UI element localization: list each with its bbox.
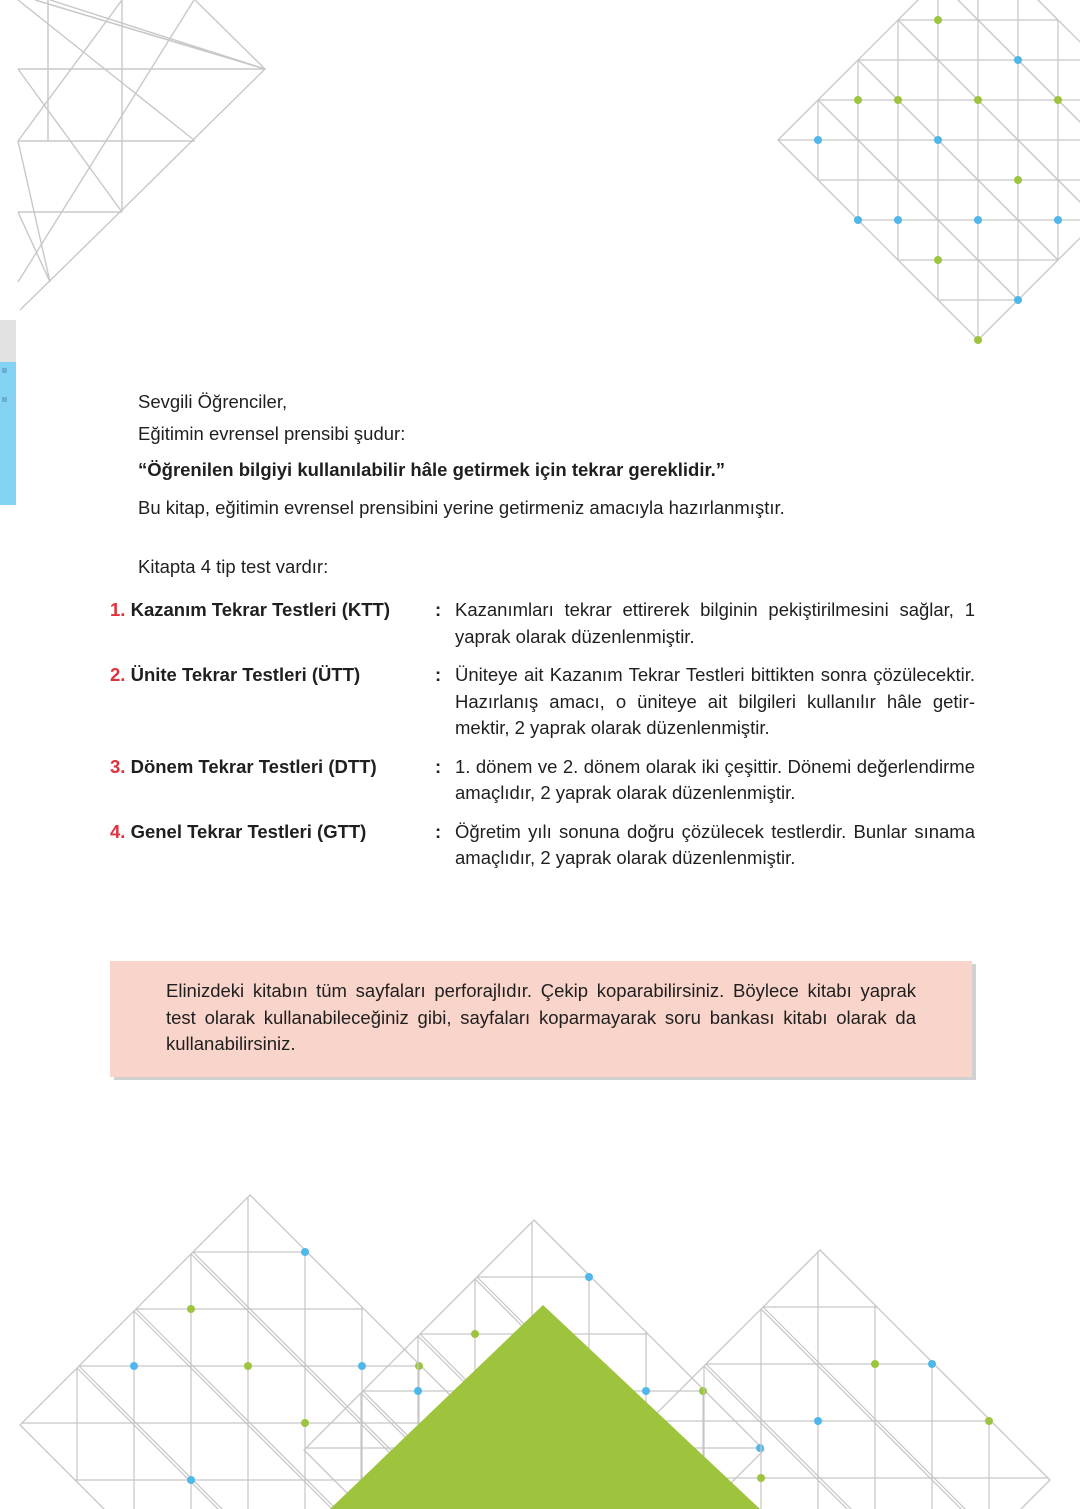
test-type-label: Kazanım Tekrar Testleri (KTT): [130, 599, 390, 620]
top-right-dot: [934, 136, 942, 144]
bottom-right-dot: [928, 1360, 936, 1368]
top-right-dot-grid-pattern: [760, 0, 1080, 345]
bottom-left-dot: [301, 1419, 309, 1427]
principle-intro: Eğitimin evrensel prensibi şudur:: [138, 423, 406, 444]
top-right-dot: [854, 216, 862, 224]
test-type-number: 4.: [110, 820, 126, 842]
test-type-description: Üniteye ait Kazanım Tekrar Testleri bittikten sonra çözülecektir. Hazırlanış amacı, o üniteye ait bilgileri kullanılır hâle getirmektir, 2 yaprak olarak düzenlenmiştir.: [455, 664, 975, 738]
bottom-center-dot: [699, 1387, 707, 1395]
bottom-dot-grid-pattern: [0, 1180, 1080, 1509]
test-type-name: [110, 819, 366, 845]
bottom-right-dot: [871, 1360, 879, 1368]
top-right-dot: [974, 96, 982, 104]
side-tab-marker: [2, 368, 7, 373]
test-type-name: [110, 597, 390, 623]
top-right-dot: [934, 256, 942, 264]
bottom-right-dot: [757, 1474, 765, 1482]
top-right-dot: [1014, 296, 1022, 304]
separator-colon: :: [435, 755, 442, 777]
separator-colon: :: [435, 820, 442, 842]
bottom-left-dot: [130, 1362, 138, 1370]
green-triangle-shape: [330, 1305, 760, 1509]
test-type-label: Genel Tekrar Testleri (GTT): [130, 820, 367, 842]
intro-section: [138, 390, 1018, 520]
list-item: [110, 597, 990, 650]
bottom-left-dot: [244, 1362, 252, 1370]
top-right-dot: [894, 96, 902, 104]
greeting: Sevgili Öğrenciler,: [138, 391, 288, 412]
test-type-name: [110, 662, 360, 688]
test-type-number: 3.: [110, 755, 126, 777]
test-type-description: Öğretim yılı sonuna doğru çözülecek testlerdir. Bunlar sınama amaçlıdır, 2 yaprak olarak düzenlenmiştir.: [455, 820, 975, 868]
bottom-left-dot: [187, 1305, 195, 1313]
list-item: [110, 754, 990, 807]
top-right-dot: [814, 136, 822, 144]
side-tab-blue: [0, 362, 16, 505]
bottom-left-dot: [301, 1248, 309, 1256]
top-right-dot: [1014, 56, 1022, 64]
list-item: [110, 819, 990, 872]
top-right-dot: [1054, 96, 1062, 104]
top-right-dot: [854, 96, 862, 104]
bottom-center-dot: [414, 1387, 422, 1395]
top-right-dot: [974, 336, 982, 344]
bottom-right-dot: [814, 1417, 822, 1425]
bottom-center-dot: [471, 1330, 479, 1338]
test-types-heading: Kitapta 4 tip test vardır:: [138, 556, 329, 577]
separator-colon: :: [435, 599, 442, 620]
top-left-line-pattern: [0, 0, 280, 330]
top-right-dot: [974, 216, 982, 224]
test-type-description: 1. dönem ve 2. dönem olarak iki çeşittir. Dönemi değerlendirme amaçlıdır, 2 yaprak olarak düzenlenmiştir.: [455, 755, 975, 803]
top-right-dot: [934, 16, 942, 24]
test-type-label: Dönem Tekrar Testleri (DTT): [130, 755, 377, 777]
top-right-dot: [1014, 176, 1022, 184]
bottom-center-dot: [642, 1387, 650, 1395]
bottom-center-dot: [756, 1444, 764, 1452]
test-type-description: Kazanımları tekrar ettirerek bilginin pekiştirilmesini sağlar, 1 yaprak olarak düzenlenmiştir.: [455, 599, 975, 647]
test-type-number: 1.: [110, 599, 126, 620]
top-right-dot: [1054, 216, 1062, 224]
test-type-list: [110, 597, 990, 884]
bottom-center-dot: [585, 1273, 593, 1281]
top-right-dot: [894, 216, 902, 224]
principle-quote: “Öğrenilen bilgiyi kullanılabilir hâle getirmek için tekrar gereklidir.”: [138, 459, 726, 480]
bottom-right-dot: [985, 1417, 993, 1425]
bottom-left-dot: [415, 1362, 423, 1370]
side-tab-gray: [0, 320, 16, 362]
side-tab-marker: [2, 397, 7, 402]
bottom-left-dot: [187, 1476, 195, 1484]
test-type-name: [110, 754, 377, 780]
top-right-lattice: [778, 0, 1080, 340]
bottom-left-dot: [358, 1362, 366, 1370]
test-type-number: 2.: [110, 664, 126, 685]
purpose-statement: Bu kitap, eğitimin evrensel prensibini yerine getirmeniz amacıyla hazırlanmıştır.: [138, 497, 785, 518]
list-item: [110, 662, 990, 742]
info-note-box: [110, 961, 972, 1077]
separator-colon: :: [435, 664, 442, 685]
info-note-text: Elinizdeki kitabın tüm sayfaları perforajlıdır. Çekip koparabilirsiniz. Böylece kitabı yaprak test olarak kullanabileceğiniz gibi, sayfaları koparmayarak soru bankası kitabı olarak da kullanabilirsiniz.: [166, 980, 916, 1054]
test-type-label: Ünite Tekrar Testleri (ÜTT): [130, 664, 361, 685]
